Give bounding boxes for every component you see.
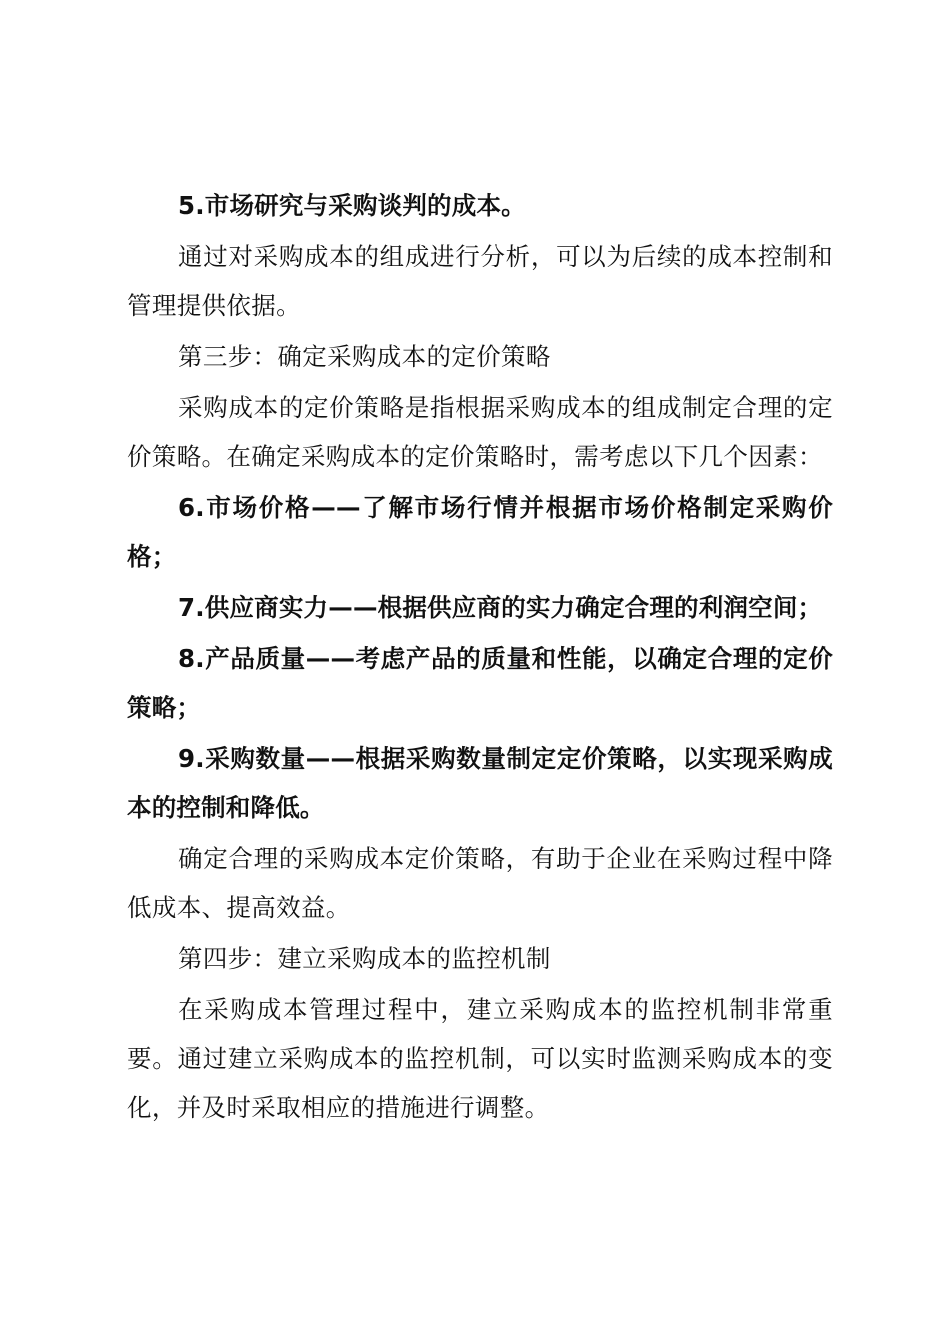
- list-item-purchase-quantity: 9.采购数量——根据采购数量制定定价策略，以实现采购成本的控制和降低。: [127, 744, 833, 822]
- paragraph-monitoring: 在采购成本管理过程中，建立采购成本的监控机制非常重要。通过建立采购成本的监控机制，可以实时监测采购成本的变化，并及时采取相应的措施进行调整。: [127, 995, 833, 1122]
- list-item-market-research: 5.市场研究与采购谈判的成本。: [178, 191, 526, 220]
- paragraph-pricing-strategy: 采购成本的定价策略是指根据采购成本的组成制定合理的定价策略。在确定采购成本的定价策略时，需考虑以下几个因素：: [127, 393, 833, 471]
- list-item-market-price: 6.市场价格——了解市场行情并根据市场价格制定采购价格；: [127, 493, 833, 571]
- list-item-supplier-strength: 7.供应商实力——根据供应商的实力确定合理的利润空间；: [178, 593, 823, 622]
- section-heading-step-three: 第三步：确定采购成本的定价策略: [178, 342, 551, 371]
- paragraph-analysis: 通过对采购成本的组成进行分析，可以为后续的成本控制和管理提供依据。: [127, 242, 833, 320]
- section-heading-step-four: 第四步：建立采购成本的监控机制: [178, 944, 551, 973]
- paragraph-reasonable-pricing: 确定合理的采购成本定价策略，有助于企业在采购过程中降低成本、提高效益。: [127, 844, 833, 922]
- document-page: [127, 181, 833, 1134]
- list-item-product-quality: 8.产品质量——考虑产品的质量和性能，以确定合理的定价策略；: [127, 644, 833, 722]
